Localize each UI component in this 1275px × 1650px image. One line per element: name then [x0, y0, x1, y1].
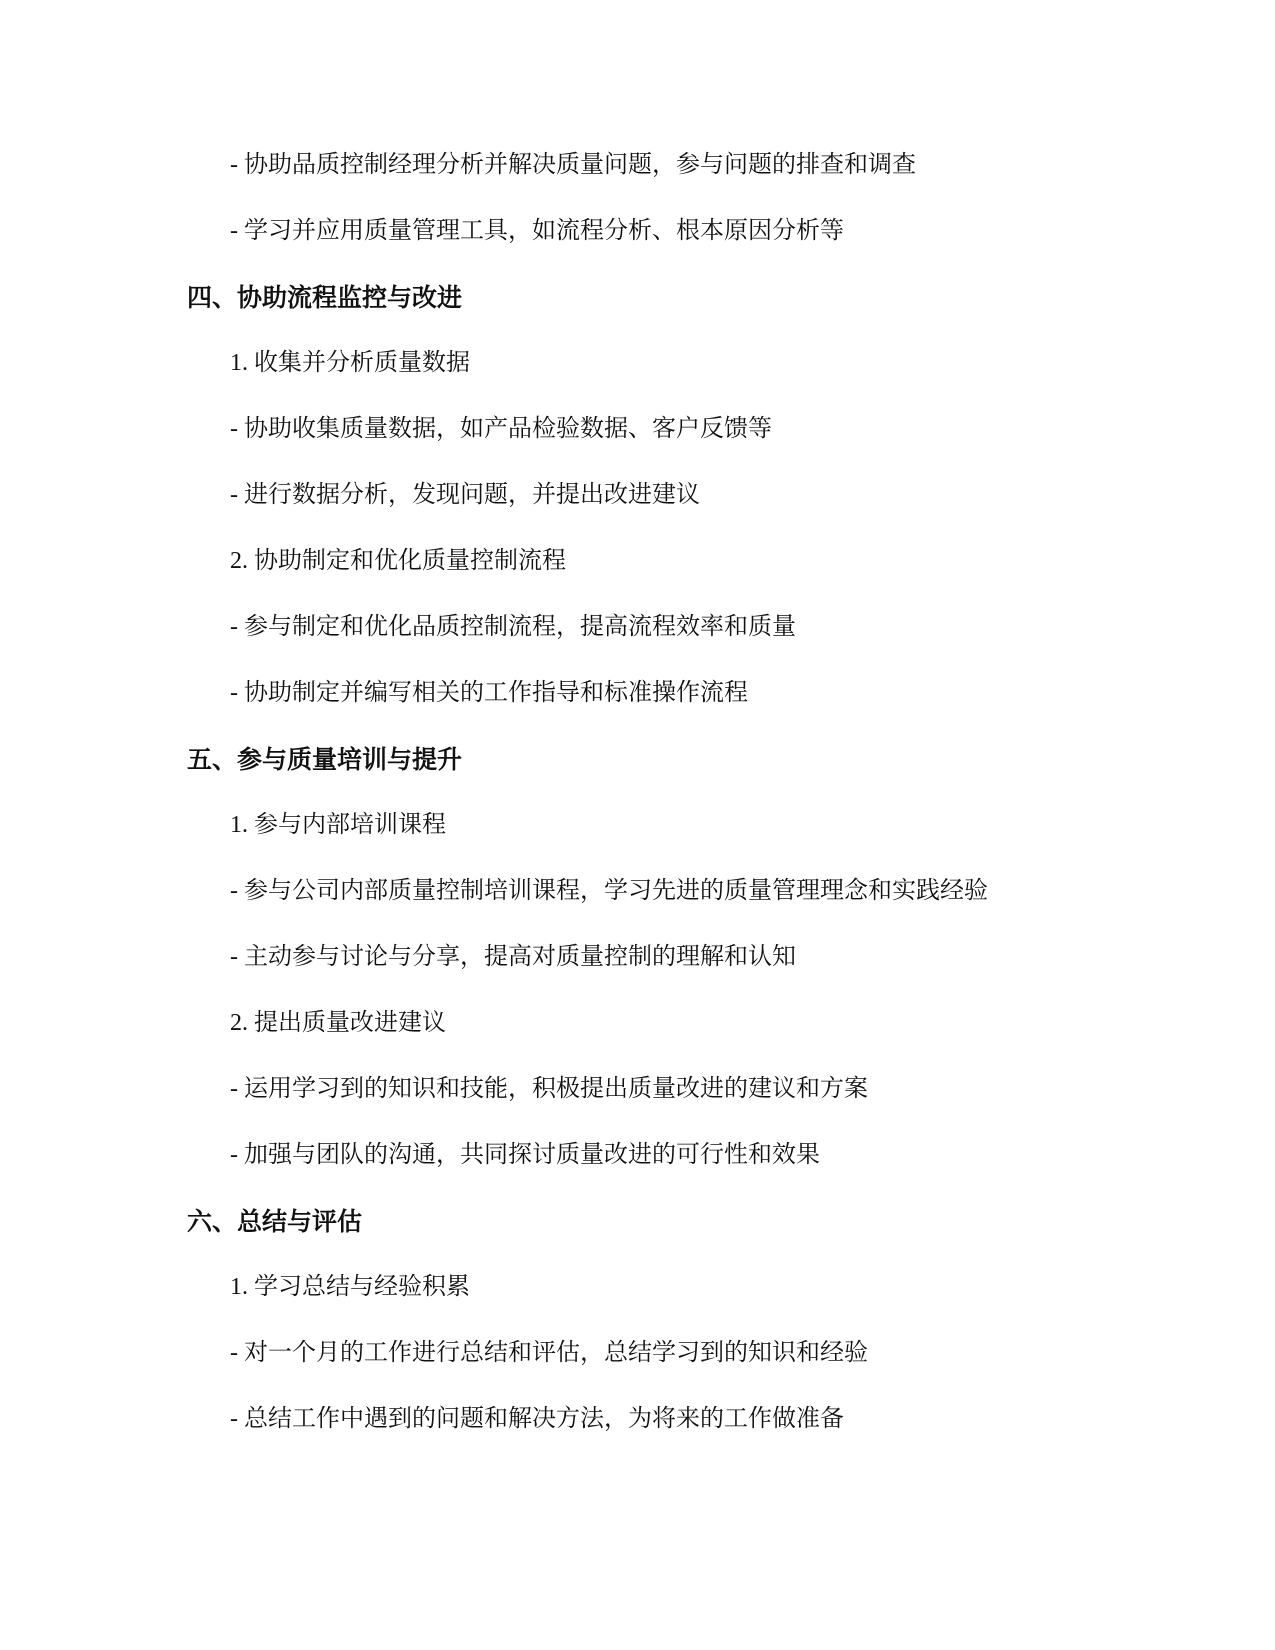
bullet-line: - 参与公司内部质量控制培训课程，学习先进的质量管理理念和实践经验	[230, 878, 988, 904]
bullet-line: - 主动参与讨论与分享，提高对质量控制的理解和认知	[230, 944, 796, 970]
bullet-line: - 协助收集质量数据，如产品检验数据、客户反馈等	[230, 416, 772, 442]
bullet-line: - 协助品质控制经理分析并解决质量问题，参与问题的排查和调查	[230, 152, 916, 178]
bullet-line: - 进行数据分析，发现问题，并提出改进建议	[230, 482, 700, 508]
bullet-line: - 对一个月的工作进行总结和评估，总结学习到的知识和经验	[230, 1340, 868, 1366]
bullet-line: - 参与制定和优化品质控制流程，提高流程效率和质量	[230, 614, 796, 640]
bullet-line: - 协助制定并编写相关的工作指导和标准操作流程	[230, 680, 748, 706]
numbered-item: 2. 协助制定和优化质量控制流程	[230, 548, 566, 574]
bullet-line: - 总结工作中遇到的问题和解决方法，为将来的工作做准备	[230, 1406, 844, 1432]
bullet-line: - 运用学习到的知识和技能，积极提出质量改进的建议和方案	[230, 1076, 868, 1102]
numbered-item: 1. 参与内部培训课程	[230, 812, 446, 838]
numbered-item: 2. 提出质量改进建议	[230, 1010, 446, 1036]
numbered-item: 1. 收集并分析质量数据	[230, 350, 470, 376]
section-heading: 四、协助流程监控与改进	[187, 283, 463, 312]
section-heading: 六、总结与评估	[187, 1207, 363, 1236]
bullet-line: - 加强与团队的沟通，共同探讨质量改进的可行性和效果	[230, 1142, 820, 1168]
section-heading: 五、参与质量培训与提升	[187, 745, 463, 774]
numbered-item: 1. 学习总结与经验积累	[230, 1274, 470, 1300]
bullet-line: - 学习并应用质量管理工具，如流程分析、根本原因分析等	[230, 218, 844, 244]
